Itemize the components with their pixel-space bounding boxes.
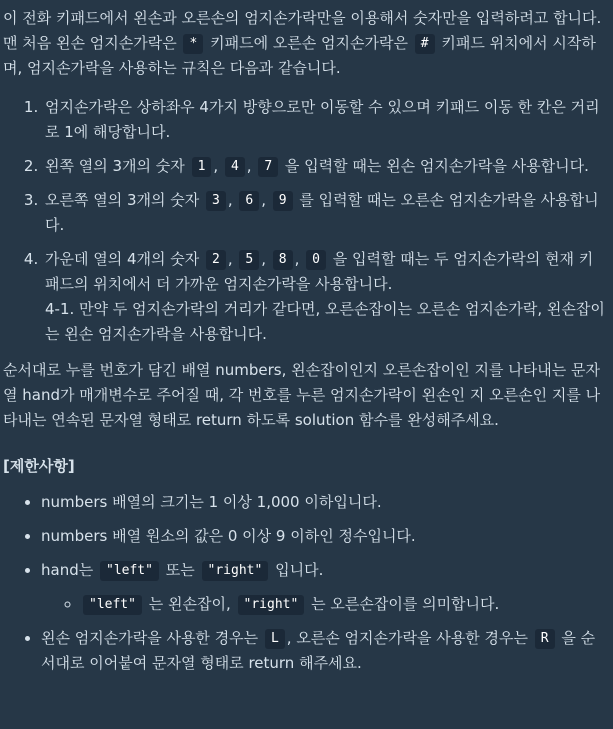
code-left: "left"	[100, 561, 159, 581]
constraints-list	[3, 490, 605, 676]
constraints-title: [제한사항]	[3, 457, 75, 475]
intro-section	[3, 6, 605, 81]
constraint-text: 왼손 엄지손가락을 사용한 경우는	[41, 629, 259, 647]
constraint-text: 입니다.	[275, 561, 324, 579]
code-number: 4	[225, 157, 245, 177]
constraint-item-3	[41, 558, 605, 617]
code-number: 9	[273, 191, 293, 211]
constraint-sublist	[41, 592, 605, 617]
code-R: R	[535, 629, 555, 649]
rule-item-1	[43, 95, 605, 145]
intro-text: 맨 처음 왼손 엄지손가락은	[3, 34, 177, 52]
intro-text: 키패드 위치에서 시작하며, 엄지손가락을 사용하는 규칙은 다음과 같습니다.	[3, 34, 596, 77]
rule-text: 을 입력할 때는 두 엄지손가락의 현재 키패드의 위치에서 더 가까운 엄지손가락을 사용합니다.	[45, 250, 594, 293]
constraint-text: 을 순서대로 이어붙여 문자열 형태로 return 해주세요.	[41, 629, 596, 672]
constraint-item-4	[41, 626, 605, 676]
constraint-text: 또는	[165, 561, 195, 579]
constraint-subitem	[81, 592, 605, 617]
rule-item-2: 2. 왼쪽 열의 3개의 숫자 1 , 4 , 7 을 입력할 때는 왼손 엄지손가락을 사용합니다.	[43, 154, 605, 179]
rule-text: 가운데 열의 4개의 숫자	[45, 250, 200, 268]
rule-text: 오른쪽 열의 3개의 숫자	[45, 191, 200, 209]
code-star: *	[183, 34, 203, 54]
code-hash: #	[415, 34, 435, 54]
rule-subnote: 4-1. 만약 두 엄지손가락의 거리가 같다면, 오른손잡이는 오른손 엄지손가락, 왼손잡이는 왼손 엄지손가락을 사용합니다.	[45, 300, 605, 343]
rule-text: 을 입력할 때는 왼손 엄지손가락을 사용합니다.	[284, 157, 589, 175]
constraint-text: 는 오른손잡이를 의미합니다.	[311, 595, 500, 613]
rule-text: 를 입력할 때는 오른손 엄지손가락을 사용합니다.	[45, 191, 599, 234]
constraint-text: numbers 배열 원소의 값은 0 이상 9 이하인 정수입니다.	[41, 527, 416, 545]
code-number: 0	[306, 250, 326, 270]
constraint-item-2	[41, 524, 605, 549]
code-L: L	[265, 629, 285, 649]
code-number: 5	[239, 250, 259, 270]
constraint-text: numbers 배열의 크기는 1 이상 1,000 이하입니다.	[41, 493, 382, 511]
code-number: 2	[206, 250, 226, 270]
code-left: "left"	[83, 595, 142, 615]
constraint-text: hand는	[41, 561, 94, 579]
code-number: 8	[273, 250, 293, 270]
rule-item-3: 3. 오른쪽 열의 3개의 숫자 3 , 6 , 9 를 입력할 때는 오른손 엄지손가락을 사용합니다.	[43, 188, 605, 238]
code-right: "right"	[202, 561, 269, 581]
code-number: 3	[206, 191, 226, 211]
rule-text: 엄지손가락은 상하좌우 4가지 방향으로만 이동할 수 있으며 키패드 이동 한 칸은 거리로 1에 해당합니다.	[45, 98, 600, 141]
code-right: "right"	[238, 595, 305, 615]
task-description: 순서대로 누를 번호가 담긴 배열 numbers, 왼손잡이인지 오른손잡이인 지를 나타내는 문자열 hand가 매개변수로 주어질 때, 각 번호를 누른 엄지손가락이 왼손인 지 오른손인 지를 나타내는 연속된 문자열 형태로 return 하도록 solution 함수를 완성해주세요.	[3, 361, 601, 429]
rule-text: 왼쪽 열의 3개의 숫자	[45, 157, 185, 175]
code-number: 6	[239, 191, 259, 211]
constraint-text: 는 왼손잡이,	[148, 595, 231, 613]
intro-paragraph-1: 이 전화 키패드에서 왼손과 오른손의 엄지손가락만을 이용해서 숫자만을 입력하려고 합니다.	[3, 9, 602, 27]
constraint-text: , 오른손 엄지손가락을 사용한 경우는	[286, 629, 528, 647]
code-number: 1	[192, 157, 212, 177]
rules-list	[3, 95, 605, 347]
constraint-item-1	[41, 490, 605, 515]
intro-paragraph-2	[3, 31, 605, 81]
code-number: 7	[258, 157, 278, 177]
intro-text: 키패드에 오른손 엄지손가락은	[210, 34, 409, 52]
rule-item-4: 4. 가운데 열의 4개의 숫자 2 , 5 , 8 , 0 을 입력할 때는 두 엄지손가락의 현재 키패드의 위치에서 더 가까운 엄지손가락을 사용합니다. 4-1. 만약 두 엄지손가락의 거리가 같다면, 오른손잡이는 오른손 엄지손가락, 왼손잡이는 왼손 엄지손가락을 사용합니다.	[43, 247, 605, 347]
